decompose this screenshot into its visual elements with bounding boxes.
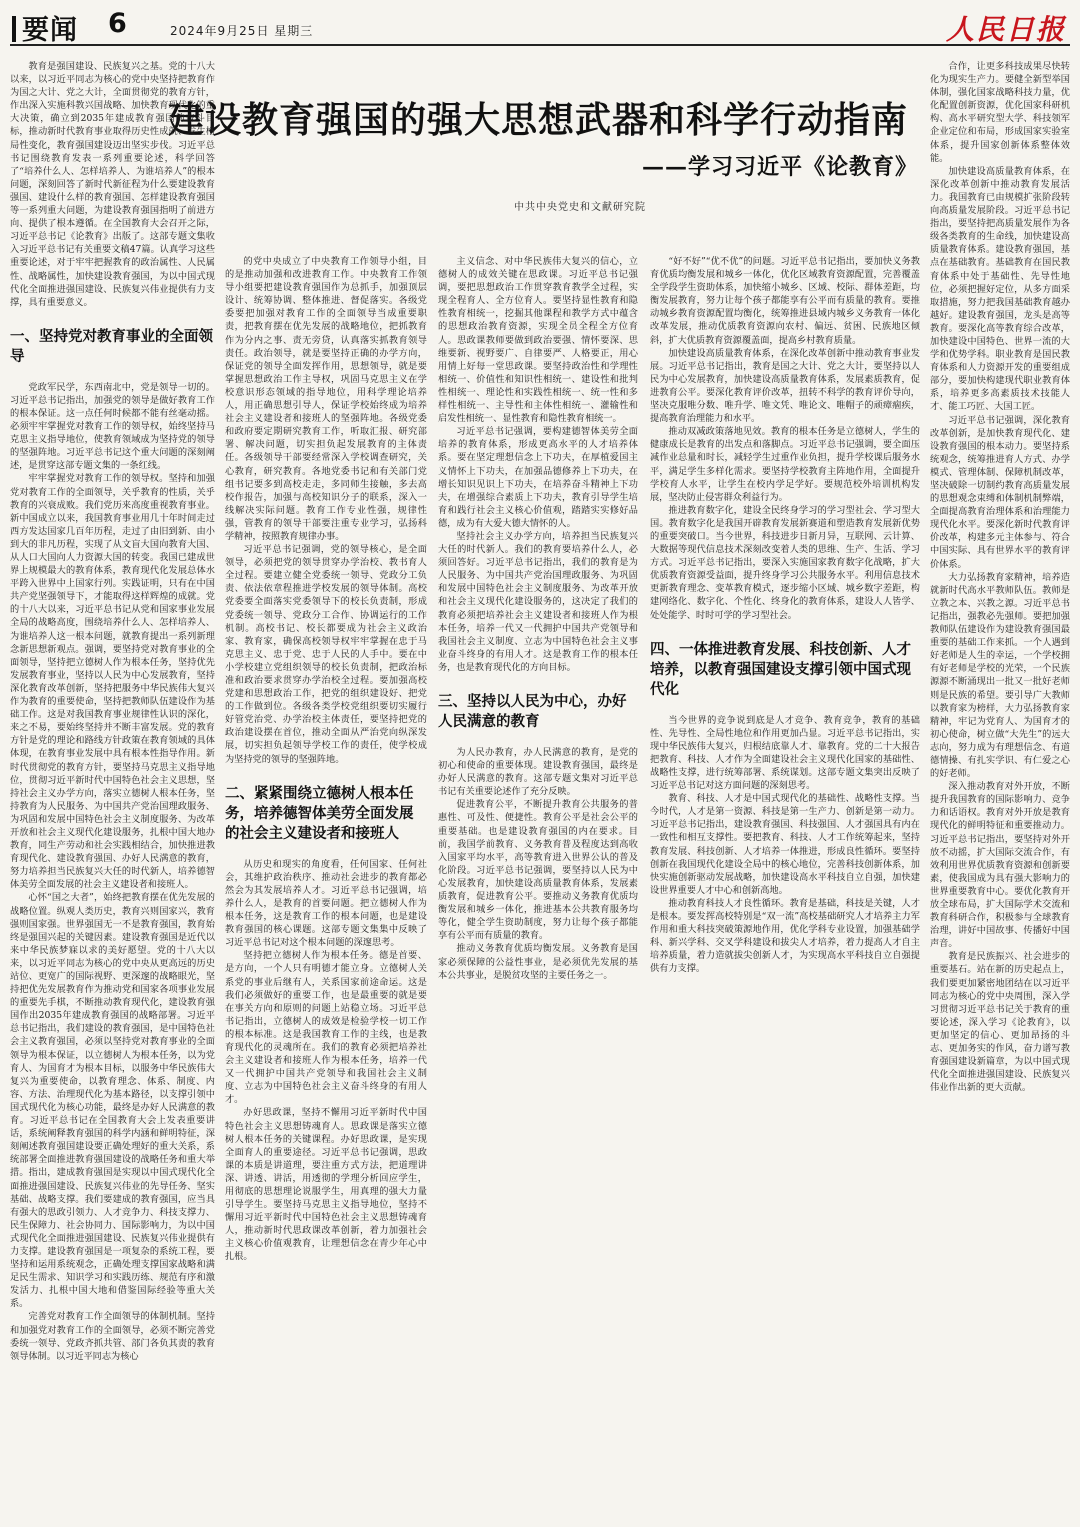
- column-2: [225, 255, 427, 1520]
- column-4: [650, 255, 920, 1520]
- section-label: 要闻: [22, 15, 78, 46]
- article-subtitle: ——学习习近平《论教育》: [641, 154, 918, 180]
- paragraph: 促进教育公平，不断提升教育公共服务的普惠性、可及性、便捷性。教育公平是社会公平的重要基础。也是建设教育强国的内在要求。目前，我国学前教育、义务教育普及程度达到高收入国家平均水平，高等教育进入世界公认的普及化阶段。习近平总书记强调，要坚持以人民为中心发展教育，加快建设高质量教育体系，发展素质教育，促进教育公平。要推动义务教育优质均衡发展和城乡一体化，推进基本公共教育服务均等化，健全学生资助制度，努力让每个孩子都能享有公平而有质量的教育。: [438, 799, 638, 942]
- paragraph: 坚持社会主义办学方向，培养担当民族复兴大任的时代新人。我们的教育要培养什么人，必须回答好。习近平总书记指出，我们的教育是为人民服务、为中国共产党治国理政服务、为巩固和发展中国特色社会主义制度服务、为改革开放和社会主义现代化建设服务的，这决定了我们的教育必须把培养社会主义建设者和接班人作为根本任务，培养一代又一代拥护中国共产党领导和我国社会主义制度、立志为中国特色社会主义事业奋斗终身的有用人才。这是教育工作的根本任务，也是教育现代化的方向目标。: [438, 530, 638, 673]
- col1-intro: [10, 60, 215, 309]
- masthead-logo: 人民日报: [945, 13, 1066, 46]
- col3-body: [438, 255, 638, 674]
- paragraph: 习近平总书记强调，党的领导核心，是全面领导，必须把党的领导贯穿办学治校、教书育人全过程。要建立健全党委统一领导、党政分工负责、依法依章程推进学校发展的领导体制。高校党委要全面落实党委领导下的校长负责制，形成党委统一领导、党政分工合作、协调运行的工作机制。高校书记、校长都要成为社会主义政治家、教育家，确保高校领导权牢牢掌握在忠于马克思主义、忠于党、忠于人民的人手中。要在中小学校建立党组织领导的校长负责制，把政治标准和政治要求贯穿办学治校全过程。要加强高校党建和思想政治工作，把党的组织建设好、把党的工作做到位。各级各类学校党组织要切实履行好管党治党、办学治校主体责任，要坚持把党的政治建设摆在首位，推动全面从严治党向纵深发展，切实担负起领导学校工作的责任，使学校成为坚持党的领导的坚强阵地。: [225, 544, 427, 765]
- paragraph: 习近平总书记强调，要构建德智体美劳全面培养的教育体系，形成更高水平的人才培养体系。要在坚定理想信念上下功夫，在厚植爱国主义情怀上下功夫，在加强品德修养上下功夫，在增长知识见识上下功夫，在培养奋斗精神上下功夫，在增强综合素质上下功夫，教育引导学生培育和践行社会主义核心价值观，踏踏实实修好品德，成为有大爱大德大情怀的人。: [438, 426, 638, 529]
- section-heading-1: 一、坚持党对教育事业的全面领导: [10, 328, 213, 365]
- paragraph: 推动双减政策落地见效。教育的根本任务是立德树人，学生的健康成长是教育的出发点和落脚点。习近平总书记强调，要全面压减作业总量和时长，减轻学生过重作业负担，提升学校课后服务水平，满足学生多样化需求。要坚持学校教育主阵地作用，全面提升学校育人水平，让学生在校内学足学好。要规范校外培训机构发展，坚决防止侵害群众利益行为。: [650, 426, 920, 503]
- paragraph: 教育是民族振兴、社会进步的重要基石。站在新的历史起点上，我们要更加紧密地团结在以习近平同志为核心的党中央周围，深入学习贯彻习近平总书记关于教育的重要论述，深入学习《论教育》，以更加坚定的信心、更加昂扬的斗志、更加务实的作风，奋力谱写教育强国建设新篇章，为以中国式现代化全面推进强国建设、民族复兴伟业作出新的更大贡献。: [930, 951, 1070, 1094]
- article-author: 中共中央党史和文献研究院: [514, 202, 646, 213]
- paragraph: 推动教育科技人才良性循环。教育是基础，科技是关键，人才是根本。要发挥高校特别是“双一流”高校基础研究人才培养主力军作用和重大科技突破策源地作用，优化学科专业设置，加强基础学科、新兴学科、交叉学科建设和拔尖人才培养，着力提高人才自主培养质量，着力造就拔尖创新人才，为实现高水平科技自立自强提供有力支撑。: [650, 897, 920, 975]
- section-heading-4: 四、一体推进教育发展、科技创新、人才培养，以教育强国建设支撑引领中国式现代化: [650, 641, 911, 698]
- section-bar: [12, 16, 16, 42]
- issue-date: 2024年9月25日 星期三: [170, 24, 314, 38]
- col3-body-2: [438, 746, 638, 982]
- paragraph: 合作，让更多科技成果尽快转化为现实生产力。要健全新型举国体制，强化国家战略科技力量，优化配置创新资源，优化国家科研机构、高水平研究型大学、科技领军企业定位和布局，形成国家实验室体系，提升国家创新体系整体效能。: [930, 61, 1070, 164]
- paragraph: 教育、科技、人才是中国式现代化的基础性、战略性支撑。当今时代，人才是第一资源、科技是第一生产力、创新是第一动力。习近平总书记指出，建设教育强国、科技强国、人才强国具有内在一致性和相互支撑性。要把教育、科技、人才工作统筹起来，坚持教育发展、科技创新、人才培养一体推进，形成良性循环。要坚持创新在我国现代化建设全局中的核心地位，完善科技创新体系，加快实施创新驱动发展战略，加快建设高水平科技自立自强，加快建设世界重要人才中心和创新高地。: [650, 793, 920, 896]
- col4-body-2: [650, 714, 920, 976]
- col2-body: [225, 255, 427, 766]
- paragraph: 党政军民学，东西南北中，党是领导一切的。习近平总书记指出，加强党的领导是做好教育工作的根本保证。这一点任何时候都不能有丝毫动摇。必须牢牢掌握党对教育工作的领导权，始终坚持马克思主义指导地位，使教育领域成为坚持党的领导的坚强阵地。习近平总书记这个重大问题的深刻阐述，是贯穿这部专题文集的一条红线。: [10, 381, 215, 472]
- paragraph: 牢牢掌握党对教育工作的领导权。坚持和加强党对教育工作的全面领导，关乎教育的性质，关乎教育的兴衰成败。我们党历来高度重视教育事业。新中国成立以来，我国教育事业用几十年时间走过西方发达国家几百年历程，走过了由旧到新、由小到大的非凡历程，实现了从文盲大国向教育大国、从人口大国向人力资源大国的转变。我国已建成世界上规模最大的教育体系，教育现代化发展总体水平跨入世界中上国家行列。实践证明，只有在中国共产党坚强领导下，才能取得这样辉煌的成就。党的十八大以来，习近平总书记从党和国家事业发展全局的战略高度，围绕培养什么人、怎样培养人、为谁培养人这一根本问题，就教育提出一系列新理念新思想新观点。强调，要坚持党对教育事业的全面领导，坚持把立德树人作为根本任务，坚持优先发展教育事业，坚持以人民为中心发展教育，坚持深化教育改革创新，坚持把服务中华民族伟大复兴作为教育的重要使命，坚持把教师队伍建设作为基础工作。这是对我国教育事业规律性认识的深化，来之不易，要始终坚持并不断丰富发展。党的教育方针是党的理论和路线方针政策在教育领域的具体体现，在教育事业发展中具有根本性指导作用。新时代贯彻党的教育方针，要坚持马克思主义指导地位，贯彻习近平新时代中国特色社会主义思想，坚持社会主义办学方向，落实立德树人根本任务，坚持教育为人民服务、为中国共产党治国理政服务、为巩固和发展中国特色社会主义制度服务、为改革开放和社会主义现代化建设服务，扎根中国大地办教育，同生产劳动和社会实践相结合，加快推进教育现代化、建设教育强国、办好人民满意的教育，努力培养担当民族复兴大任的时代新人，培养德智体美劳全面发展的社会主义建设者和接班人。: [10, 473, 215, 891]
- paragraph: 习近平总书记强调，深化教育改革创新，是加快教育现代化、建设教育强国的根本动力。要坚持系统观念，统筹推进育人方式、办学模式、管理体制、保障机制改革，坚决破除一切制约教育高质量发展的思想观念束缚和体制机制弊端，全面提高教育治理体系和治理能力现代化水平。要深化新时代教育评价改革，构建多元主体参与、符合中国实际、具有世界水平的教育评价体系。: [930, 414, 1070, 570]
- paragraph: 加快建设高质量教育体系，在深化改革创新中推动教育发展活力。我国教育已由规模扩张阶段转向高质量发展阶段。习近平总书记指出，要坚持把高质量发展作为各级各类教育的生命线，加快建设高质量教育体系。建设教育强国，基点在基础教育。基础教育在国民教育体系中处于基础性、先导性地位，必须把握好定位，从多方面采取措施，努力把我国基础教育越办越好。建设教育强国，龙头是高等教育。要深化高等教育综合改革，加快建设中国特色、世界一流的大学和优势学科。职业教育是国民教育体系和人力资源开发的重要组成部分，要加快构建现代职业教育体系，培养更多高素质技术技能人才、能工巧匠、大国工匠。: [930, 165, 1070, 413]
- paragraph: 推动义务教育优质均衡发展。义务教育是国家必须保障的公益性事业，是必须优先发展的基本公共事业，是脱贫攻坚的主要任务之一。: [438, 943, 638, 981]
- paragraph: “好不好”“优不优”的问题。习近平总书记指出，要加快义务教育优质均衡发展和城乡一体化，优化区域教育资源配置，完善覆盖全学段学生资助体系，加快缩小城乡、区域、校际、群体差距，均衡发展教育，努力让每个孩子都能享有公平而有质量的教育。要推动城乡教育资源配置均衡化，统筹推进县域内城乡义务教育一体化改革发展，推动优质教育资源向农村、偏远、贫困、民族地区倾斜，扩大优质教育资源覆盖面，提高乡村教育质量。: [650, 256, 920, 346]
- paragraph: 办好思政课，坚持不懈用习近平新时代中国特色社会主义思想铸魂育人。思政课是落实立德树人根本任务的关键课程。办好思政课，是实现全面育人的重要途径。习近平总书记强调，思政课的本质是讲道理，要注重方式方法，把道理讲深、讲透、讲活，用透彻的学理分析回应学生，用彻底的思想理论说服学生，用真理的强大力量引导学生。要坚持马克思主义指导地位，坚持不懈用习近平新时代中国特色社会主义思想铸魂育人，推动新时代思政课改革创新，着力加强社会主义核心价值观教育，让理想信念在青少年心中扎根。: [225, 1107, 427, 1263]
- paragraph: 的党中央成立了中央教育工作领导小组，目的是推动加强和改进教育工作。中央教育工作领导小组要把建设教育强国作为总抓手，加强顶层设计、统筹协调、整体推进、督促落实。各级党委要把加强对教育工作的全面领导当成重要职责，把教育摆在优先发展的战略地位，把抓教育作为分内之事、责无旁贷，认真落实抓教育领导责任。政治领导，就是要坚持正确的办学方向，保证党的领导全面发挥作用，思想领导，就是要掌握思想政治工作主导权，巩固马克思主义在学校意识形态领域的指导地位，用科学理论培养人，用正确思想引导人，保证学校始终成为培养社会主义建设者和接班人的坚强阵地。各级党委和政府要定期研究教育工作，听取汇报、研究部署、解决问题，切实担负起发展教育的主体责任。各级领导干部要经常深入学校调查研究，关心教育，研究教育。各地党委书记和有关部门党组书记要多到高校走走，多同师生接触，多去高校作报告，加强与高校知识分子的联系，深入一线解决实际问题。教育工作专业性强，规律性强，管教育的领导干部要注重专业学习，弘扬科学精神，按照教育规律办事。: [225, 256, 427, 542]
- paragraph: 推进教育数字化，建设全民终身学习的学习型社会、学习型大国。教育数字化是我国开辟教育发展新赛道和塑造教育发展新优势的重要突破口。当今世界，科技进步日新月异，互联网、云计算、大数据等现代信息技术深刻改变着人类的思维、生产、生活、学习方式。习近平总书记指出，要深入实施国家教育数字化战略，扩大优质教育资源受益面，提升终身学习公共服务水平。利用信息技术更新教育理念、变革教育模式，逐步缩小区域、城乡数字差距，构建网络化、数字化、个性化、终身化的教育体系，建设人人皆学、处处能学、时时可学的学习型社会。: [650, 504, 920, 621]
- col5-body: [930, 60, 1070, 1094]
- paragraph: 完善党对教育工作全面领导的体制机制。坚持和加强党对教育工作的全面领导，必须不断完善党委统一领导、党政齐抓共管、部门各负其责的教育领导体制。以习近平同志为核心: [10, 1311, 215, 1362]
- paragraph: 教育是强国建设、民族复兴之基。党的十八大以来，以习近平同志为核心的党中央坚持把教育作为国之大计、党之大计，全面贯彻党的教育方针，作出深入实施科教兴国战略、加快教育现代化的重大决策，确立到2035年建成教育强国的奋斗目标，推动新时代教育事业取得历史性成就、发生格局性变化，教育强国建设迈出坚实步伐。习近平总书记围绕教育发表一系列重要论述，科学回答了“培养什么人、怎样培养人、为谁培养人”的根本问题，深刻回答了新时代新征程为什么要建设教育强国、建设什么样的教育强国、怎样建设教育强国等一系列重大问题，为建设教育强国指明了前进方向、提供了根本遵循。在全国教育大会召开之际，习近平总书记《论教育》出版了。这部专题文集收入习近平总书记有关重要文稿47篇。认真学习这些重要论述，对于牢牢把握教育的政治属性、人民属性、战略属性，加快建设教育强国，为以中国式现代化全面推进强国建设、民族复兴伟业提供有力支撑，具有重要意义。: [10, 61, 215, 308]
- paragraph: 坚持把立德树人作为根本任务。德是首要、是方向，一个人只有明德才能立身。立德树人关系党的事业后继有人，关系国家前途命运。这是我们必须做好的重要工作，也是最重要的就是要在事关方向和原则的问题上站稳立场。习近平总书记指出，立德树人的成效是检验学校一切工作的根本标准。这是我国教育工作的主线，也是教育现代化的灵魂所在。我们的教育必须把培养社会主义建设者和接班人作为根本任务，培养一代又一代拥护中国共产党领导和我国社会主义制度、立志为中国特色社会主义奋斗终身的有用人才。: [225, 950, 427, 1106]
- section-name: [12, 8, 78, 47]
- paragraph: 加快建设高质量教育体系，在深化改革创新中推动教育事业发展。习近平总书记指出，教育是国之大计、党之大计，要坚持以人民为中心发展教育，加快建设高质量教育体系，发展素质教育，促进教育公平。要深化教育评价改革，扭转不科学的教育评价导向，坚决克服唯分数、唯升学、唯文凭、唯论文、唯帽子的顽瘴痼疾，提高教育治理能力和水平。: [650, 347, 920, 425]
- column-5: [930, 60, 1070, 1520]
- page-header: [10, 8, 1070, 46]
- col1-body: [10, 381, 215, 1363]
- col4-body: [650, 255, 920, 622]
- paragraph: 主义信念、对中华民族伟大复兴的信心，立德树人的成效关键在思政课。习近平总书记强调，要把思想政治工作贯穿教育教学全过程，实现全程育人、全方位育人。要坚持显性教育和隐性教育相统一，挖掘其他课程和教学方式中蕴含的思想政治教育资源，实现全员全程全方位育人。思政课教师要做到政治要强、情怀要深、思维要新、视野要广、自律要严、人格要正，用心用情上好每一堂思政课。要坚持政治性和学理性相统一、价值性和知识性相统一、建设性和批判性相统一、理论性和实践性相统一、统一性和多样性相统一、主导性和主体性相统一、灌输性和启发性相统一、显性教育和隐性教育相统一。: [438, 256, 638, 425]
- paragraph: 从历史和现实的角度看，任何国家、任何社会，其维护政治秩序、推动社会进步的教育都必然会为其发展培养人才。习近平总书记强调，培养什么人，是教育的首要问题。把立德树人作为根本任务，这是教育工作的根本问题，也是建设教育强国的核心课题。这部专题文集集中反映了习近平总书记对这个根本问题的深邃思考。: [225, 858, 427, 949]
- page-number: 6: [108, 8, 127, 39]
- column-3: [438, 255, 638, 1520]
- paragraph: 心怀“国之大者”，始终把教育摆在优先发展的战略位置。纵观人类历史，教育兴则国家兴，教育强则国家强。世界强国无一不是教育强国，教育始终是强国兴起的关键因素。建设教育强国是近代以来中华民族梦寐以求的美好愿望。党的十八大以来，以习近平同志为核心的党中央从更高远的历史站位、更宽广的国际视野、更深邃的战略眼光，坚持把优先发展教育作为推动党和国家各项事业发展的重要先手棋，不断推动教育现代化，建设教育强国作出2035年建成教育强国的战略部署。习近平总书记指出，我们建设的教育强国，是中国特色社会主义教育强国，必须以坚持党对教育事业的全面领导为根本保证，以立德树人为根本任务，以为党育人、为国育才为根本目标，以服务中华民族伟大复兴为重要使命，以教育理念、体系、制度、内容、方法、治理现代化为基本路径，以支撑引领中国式现代化为核心功能，最终是办好人民满意的教育。习近平总书记在全国教育大会上发表重要讲话，系统阐释教育强国的科学内涵和鲜明特征，深刻阐述教育强国建设要正确处理好的重大关系，系统部署全面推进教育强国建设的战略任务和重大举措。指出，建成教育强国是实现以中国式现代化全面推进强国建设、民族复兴伟业的先导任务、坚实基础、战略支撑。我们要建成的教育强国，应当具有强大的思政引领力、人才竞争力、科技支撑力、民生保障力、社会协同力、国际影响力，为以中国式现代化全面推进强国建设、民族复兴伟业提供有力支撑。建设教育强国是一项复杂的系统工程，要坚持和运用系统观念，正确处理支撑国家战略和满足民生需求、知识学习和实践历练、规范有序和激发活力、扎根中国大地和借鉴国际经验等重大关系。: [10, 892, 215, 1310]
- section-heading-2: 二、紧紧围绕立德树人根本任务，培养德智体美劳全面发展的社会主义建设者和接班人: [225, 785, 414, 842]
- paragraph: 为人民办教育，办人民满意的教育，是党的初心和使命的重要体现。建设教育强国，最终是办好人民满意的教育。这部专题文集对习近平总书记有关重要论述作了充分反映。: [438, 747, 638, 798]
- section-heading-3: 三、坚持以人民为中心，办好人民满意的教育: [438, 694, 627, 730]
- paragraph: 当今世界的竞争说到底是人才竞争、教育竞争，教育的基础性、先导性、全局性地位和作用更加凸显。习近平总书记指出，实现中华民族伟大复兴，归根结底靠人才、靠教育。党的二十大报告把教育、科技、人才作为全面建设社会主义现代化国家的基础性、战略性支撑，进行统筹部署、系统谋划。这部专题文集突出反映了习近平总书记对这方面问题的深刻思考。: [650, 714, 920, 792]
- col2-body-2: [225, 858, 427, 1264]
- article-title: 建设教育强国的强大思想武器和科学行动指南: [168, 100, 909, 141]
- column-1: [10, 60, 215, 1520]
- paragraph: 深入推动教育对外开放，不断提升我国教育的国际影响力、竞争力和话语权。教育对外开放是教育现代化的鲜明特征和重要推动力。习近平总书记指出，要坚持对外开放不动摇，扩大国际交流合作，有效利用世界优质教育资源和创新要素，使我国成为具有强大影响力的世界重要教育中心。要优化教育开放全球布局，扩大国际学术交流和教育科研合作，积极参与全球教育治理，讲好中国故事、传播好中国声音。: [930, 781, 1070, 950]
- paragraph: 大力弘扬教育家精神，培养造就新时代高水平教师队伍。教师是立教之本、兴教之源。习近平总书记指出，强教必先强师。要把加强教师队伍建设作为建设教育强国最重要的基础工作来抓。一个人遇到好老师是人生的幸运，一个学校拥有好老师是学校的光荣，一个民族源源不断涌现出一批又一批好老师则是民族的希望。要引导广大教师以教育家为榜样，大力弘扬教育家精神，牢记为党育人、为国育才的初心使命，树立做“大先生”的远大志向，努力成为有理想信念、有道德情操、有扎实学识、有仁爱之心的好老师。: [930, 571, 1070, 780]
